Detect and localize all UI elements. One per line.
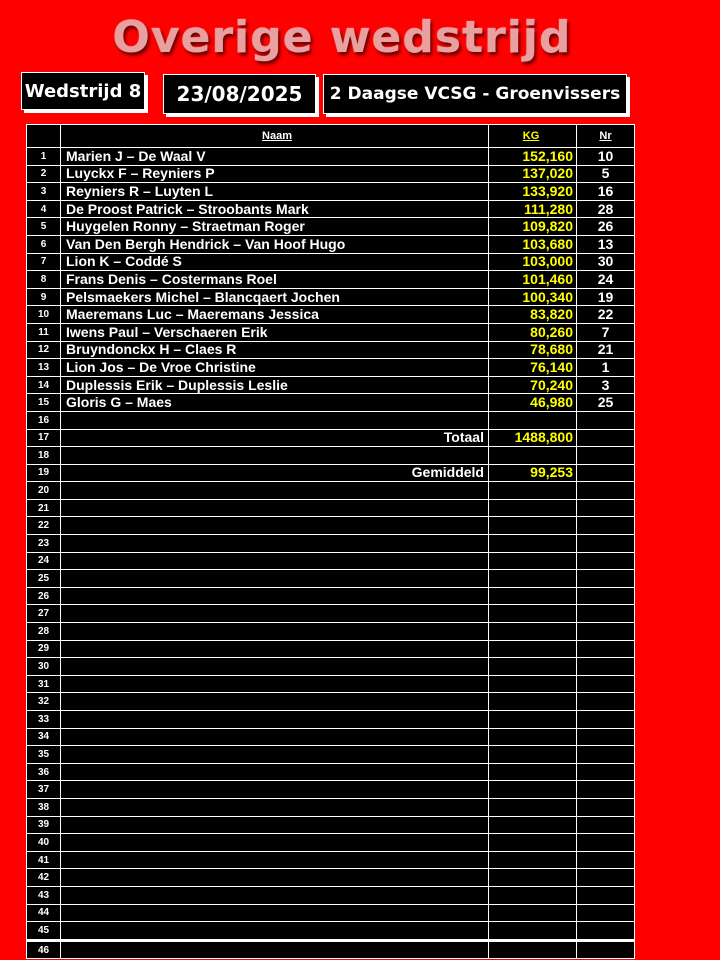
header-nr: Nr xyxy=(577,125,635,148)
nr-cell xyxy=(577,447,635,465)
rank-cell: 1 xyxy=(27,148,61,166)
name-cell: Gloris G – Maes xyxy=(61,394,489,412)
kg-cell: 109,820 xyxy=(489,218,577,236)
kg-cell xyxy=(489,447,577,465)
nr-cell: 10 xyxy=(577,148,635,166)
nr-cell: 5 xyxy=(577,165,635,183)
nr-cell: 3 xyxy=(577,376,635,394)
kg-cell: 80,260 xyxy=(489,323,577,341)
rank-cell: 11 xyxy=(27,323,61,341)
page-title: Overige wedstrijd xyxy=(112,12,572,63)
nr-cell xyxy=(577,693,635,711)
rank-cell: 25 xyxy=(27,570,61,588)
table-row xyxy=(27,798,635,816)
rank-cell: 45 xyxy=(27,922,61,941)
rank-cell: 16 xyxy=(27,411,61,429)
name-cell: Reyniers R – Luyten L xyxy=(61,183,489,201)
kg-cell xyxy=(489,851,577,869)
table-row xyxy=(27,587,635,605)
rank-cell: 20 xyxy=(27,482,61,500)
name-cell xyxy=(61,675,489,693)
table-row xyxy=(27,763,635,781)
kg-cell xyxy=(489,517,577,535)
nr-cell xyxy=(577,834,635,852)
nr-cell xyxy=(577,411,635,429)
rank-cell: 30 xyxy=(27,658,61,676)
table-row xyxy=(27,851,635,869)
nr-cell xyxy=(577,781,635,799)
kg-cell: 111,280 xyxy=(489,200,577,218)
table-row xyxy=(27,288,635,306)
nr-cell xyxy=(577,464,635,482)
name-cell: Lion K – Coddé S xyxy=(61,253,489,271)
name-cell xyxy=(61,781,489,799)
kg-cell xyxy=(489,711,577,729)
kg-cell: 83,820 xyxy=(489,306,577,324)
kg-cell: 78,680 xyxy=(489,341,577,359)
nr-cell: 22 xyxy=(577,306,635,324)
rank-cell: 29 xyxy=(27,640,61,658)
rank-cell: 8 xyxy=(27,271,61,289)
nr-cell: 13 xyxy=(577,235,635,253)
kg-cell: 46,980 xyxy=(489,394,577,412)
table-row xyxy=(27,711,635,729)
rank-cell: 44 xyxy=(27,904,61,922)
table-row xyxy=(27,464,635,482)
table-row xyxy=(27,359,635,377)
nr-cell xyxy=(577,552,635,570)
rank-cell: 32 xyxy=(27,693,61,711)
nr-cell: 25 xyxy=(577,394,635,412)
rank-cell: 37 xyxy=(27,781,61,799)
table-row xyxy=(27,482,635,500)
rank-cell: 3 xyxy=(27,183,61,201)
table-row xyxy=(27,499,635,517)
kg-cell xyxy=(489,623,577,641)
rank-cell: 28 xyxy=(27,623,61,641)
kg-cell: 152,160 xyxy=(489,148,577,166)
kg-cell: 133,920 xyxy=(489,183,577,201)
rank-cell: 7 xyxy=(27,253,61,271)
name-cell xyxy=(61,798,489,816)
header-naam: Naam xyxy=(61,125,489,148)
nr-cell: 28 xyxy=(577,200,635,218)
table-row xyxy=(27,940,635,959)
rank-cell: 13 xyxy=(27,359,61,377)
kg-cell xyxy=(489,411,577,429)
table-row xyxy=(27,253,635,271)
kg-cell: 101,460 xyxy=(489,271,577,289)
date-label: 23/08/2025 xyxy=(163,74,316,114)
nr-cell: 30 xyxy=(577,253,635,271)
rank-cell: 5 xyxy=(27,218,61,236)
nr-cell xyxy=(577,922,635,941)
table-row xyxy=(27,869,635,887)
name-cell: Duplessis Erik – Duplessis Leslie xyxy=(61,376,489,394)
table-row xyxy=(27,746,635,764)
nr-cell xyxy=(577,675,635,693)
nr-cell xyxy=(577,535,635,553)
name-cell: Iwens Paul – Verschaeren Erik xyxy=(61,323,489,341)
name-cell xyxy=(61,922,489,941)
name-cell: Huygelen Ronny – Straetman Roger xyxy=(61,218,489,236)
kg-cell xyxy=(489,886,577,904)
name-cell: Bruyndonckx H – Claes R xyxy=(61,341,489,359)
rank-cell: 23 xyxy=(27,535,61,553)
kg-cell xyxy=(489,763,577,781)
table-row xyxy=(27,605,635,623)
table-row xyxy=(27,535,635,553)
results-table xyxy=(26,124,635,959)
rank-cell: 6 xyxy=(27,235,61,253)
wedstrijd-label: Wedstrijd 8 xyxy=(21,72,145,110)
summary-label-cell: Totaal xyxy=(61,429,489,447)
rank-cell: 27 xyxy=(27,605,61,623)
table-row xyxy=(27,728,635,746)
name-cell xyxy=(61,711,489,729)
kg-cell xyxy=(489,940,577,959)
name-cell xyxy=(61,869,489,887)
rank-cell: 18 xyxy=(27,447,61,465)
kg-cell xyxy=(489,552,577,570)
name-cell xyxy=(61,411,489,429)
nr-cell xyxy=(577,517,635,535)
rank-cell: 26 xyxy=(27,587,61,605)
nr-cell xyxy=(577,499,635,517)
nr-cell xyxy=(577,658,635,676)
kg-cell: 1488,800 xyxy=(489,429,577,447)
table-row xyxy=(27,218,635,236)
name-cell xyxy=(61,886,489,904)
nr-cell: 19 xyxy=(577,288,635,306)
name-cell xyxy=(61,623,489,641)
nr-cell xyxy=(577,886,635,904)
kg-cell: 137,020 xyxy=(489,165,577,183)
kg-cell xyxy=(489,693,577,711)
rank-cell: 31 xyxy=(27,675,61,693)
table-row xyxy=(27,306,635,324)
nr-cell: 16 xyxy=(577,183,635,201)
name-cell xyxy=(61,746,489,764)
competition-label: 2 Daagse VCSG - Groenvissers xyxy=(323,74,627,114)
nr-cell xyxy=(577,587,635,605)
name-cell: Marien J – De Waal V xyxy=(61,148,489,166)
kg-cell: 103,000 xyxy=(489,253,577,271)
name-cell xyxy=(61,587,489,605)
nr-cell: 26 xyxy=(577,218,635,236)
rank-cell: 42 xyxy=(27,869,61,887)
name-cell: Van Den Bergh Hendrick – Van Hoof Hugo xyxy=(61,235,489,253)
rank-cell: 17 xyxy=(27,429,61,447)
rank-cell: 14 xyxy=(27,376,61,394)
kg-cell xyxy=(489,869,577,887)
rank-cell: 40 xyxy=(27,834,61,852)
name-cell xyxy=(61,482,489,500)
table-row xyxy=(27,623,635,641)
nr-cell xyxy=(577,623,635,641)
kg-cell xyxy=(489,675,577,693)
kg-cell xyxy=(489,499,577,517)
table-row xyxy=(27,693,635,711)
kg-cell xyxy=(489,904,577,922)
name-cell xyxy=(61,535,489,553)
name-cell xyxy=(61,640,489,658)
kg-cell xyxy=(489,587,577,605)
name-cell xyxy=(61,517,489,535)
name-cell: De Proost Patrick – Stroobants Mark xyxy=(61,200,489,218)
name-cell xyxy=(61,834,489,852)
kg-cell xyxy=(489,605,577,623)
table-row xyxy=(27,411,635,429)
kg-cell xyxy=(489,658,577,676)
rank-cell: 33 xyxy=(27,711,61,729)
table-row xyxy=(27,183,635,201)
kg-cell: 99,253 xyxy=(489,464,577,482)
table-row xyxy=(27,816,635,834)
rank-cell: 2 xyxy=(27,165,61,183)
nr-cell xyxy=(577,728,635,746)
name-cell xyxy=(61,693,489,711)
nr-cell xyxy=(577,763,635,781)
nr-cell xyxy=(577,940,635,959)
nr-cell xyxy=(577,711,635,729)
nr-cell xyxy=(577,798,635,816)
name-cell xyxy=(61,658,489,676)
table-row xyxy=(27,570,635,588)
table-row xyxy=(27,517,635,535)
rank-cell: 35 xyxy=(27,746,61,764)
table-header-row xyxy=(27,125,635,148)
summary-label-cell: Gemiddeld xyxy=(61,464,489,482)
name-cell xyxy=(61,552,489,570)
table-row xyxy=(27,834,635,852)
name-cell xyxy=(61,763,489,781)
table-row xyxy=(27,552,635,570)
name-cell xyxy=(61,728,489,746)
table-row xyxy=(27,341,635,359)
nr-cell xyxy=(577,746,635,764)
table-row xyxy=(27,904,635,922)
table-row xyxy=(27,200,635,218)
name-cell xyxy=(61,851,489,869)
nr-cell xyxy=(577,851,635,869)
name-cell xyxy=(61,605,489,623)
name-cell: Pelsmaekers Michel – Blancqaert Jochen xyxy=(61,288,489,306)
nr-cell xyxy=(577,904,635,922)
kg-cell: 103,680 xyxy=(489,235,577,253)
kg-cell xyxy=(489,570,577,588)
table-row xyxy=(27,429,635,447)
kg-cell xyxy=(489,781,577,799)
nr-cell xyxy=(577,482,635,500)
table-row xyxy=(27,235,635,253)
table-row xyxy=(27,394,635,412)
rank-cell: 39 xyxy=(27,816,61,834)
rank-cell: 46 xyxy=(27,940,61,959)
table-body xyxy=(27,148,635,959)
kg-cell xyxy=(489,728,577,746)
nr-cell: 24 xyxy=(577,271,635,289)
name-cell xyxy=(61,940,489,959)
table-row xyxy=(27,640,635,658)
rank-cell: 36 xyxy=(27,763,61,781)
rank-cell: 34 xyxy=(27,728,61,746)
name-cell: Frans Denis – Costermans Roel xyxy=(61,271,489,289)
rank-cell: 21 xyxy=(27,499,61,517)
name-cell xyxy=(61,499,489,517)
table-row xyxy=(27,271,635,289)
nr-cell xyxy=(577,605,635,623)
name-cell xyxy=(61,447,489,465)
name-cell: Luyckx F – Reyniers P xyxy=(61,165,489,183)
rank-cell: 15 xyxy=(27,394,61,412)
table-row xyxy=(27,675,635,693)
kg-cell xyxy=(489,746,577,764)
name-cell: Maeremans Luc – Maeremans Jessica xyxy=(61,306,489,324)
rank-cell: 43 xyxy=(27,886,61,904)
rank-cell: 9 xyxy=(27,288,61,306)
rank-cell: 19 xyxy=(27,464,61,482)
nr-cell: 7 xyxy=(577,323,635,341)
kg-cell xyxy=(489,798,577,816)
rank-cell: 38 xyxy=(27,798,61,816)
table-row xyxy=(27,658,635,676)
kg-cell: 76,140 xyxy=(489,359,577,377)
table-row xyxy=(27,447,635,465)
table-row xyxy=(27,376,635,394)
kg-cell xyxy=(489,834,577,852)
kg-cell: 70,240 xyxy=(489,376,577,394)
nr-cell xyxy=(577,869,635,887)
kg-cell xyxy=(489,816,577,834)
kg-cell xyxy=(489,535,577,553)
name-cell: Lion Jos – De Vroe Christine xyxy=(61,359,489,377)
kg-cell xyxy=(489,640,577,658)
kg-cell xyxy=(489,922,577,941)
table-row xyxy=(27,922,635,941)
kg-cell: 100,340 xyxy=(489,288,577,306)
rank-cell: 24 xyxy=(27,552,61,570)
table-row xyxy=(27,323,635,341)
table-row xyxy=(27,781,635,799)
name-cell xyxy=(61,570,489,588)
rank-cell: 10 xyxy=(27,306,61,324)
rank-cell: 41 xyxy=(27,851,61,869)
table-row xyxy=(27,148,635,166)
name-cell xyxy=(61,816,489,834)
table-row xyxy=(27,886,635,904)
rank-cell: 12 xyxy=(27,341,61,359)
rank-cell: 22 xyxy=(27,517,61,535)
kg-cell xyxy=(489,482,577,500)
nr-cell xyxy=(577,640,635,658)
nr-cell: 21 xyxy=(577,341,635,359)
header-kg: KG xyxy=(489,125,577,148)
nr-cell: 1 xyxy=(577,359,635,377)
header-rank xyxy=(27,125,61,148)
nr-cell xyxy=(577,429,635,447)
table-row xyxy=(27,165,635,183)
nr-cell xyxy=(577,570,635,588)
nr-cell xyxy=(577,816,635,834)
name-cell xyxy=(61,904,489,922)
rank-cell: 4 xyxy=(27,200,61,218)
